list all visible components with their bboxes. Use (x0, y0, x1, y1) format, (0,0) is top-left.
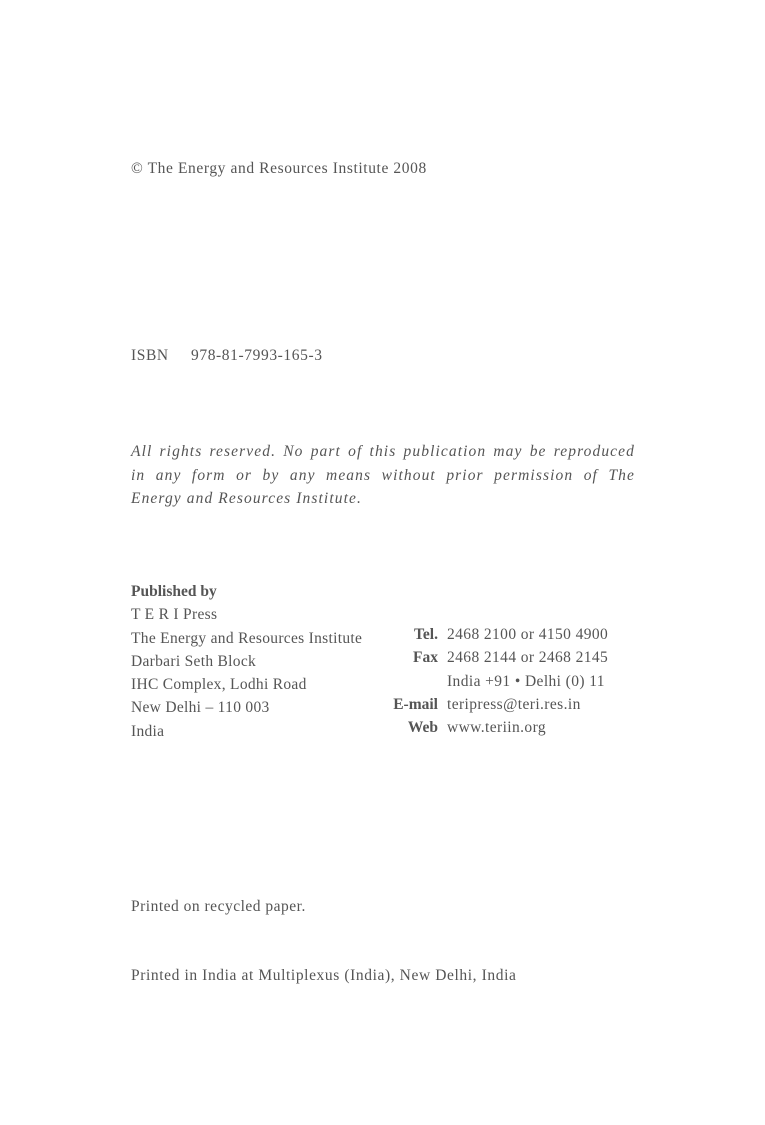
rights-line: in any form or by any means without prior permission of The (131, 466, 635, 484)
fax-label: Fax (413, 649, 438, 667)
dialing-code-value: India +91 • Delhi (0) 11 (447, 672, 605, 690)
fax-value: 2468 2144 or 2468 2145 (447, 649, 609, 667)
email-label: E-mail (393, 695, 438, 713)
address-line: IHC Complex, Lodhi Road (131, 676, 307, 694)
tel-label: Tel. (414, 626, 438, 643)
address-line: The Energy and Resources Institute (131, 629, 363, 647)
printer-note: Printed in India at Multiplexus (India), New Delhi, India (131, 967, 517, 984)
dialing-code-label (370, 670, 447, 693)
rights-line: All rights reserved. No part of this publication may be reproduced (131, 443, 635, 460)
tel-value: 2468 2100 or 4150 4900 (447, 626, 609, 643)
address-line: India (131, 722, 165, 740)
published-by-heading: Published by (131, 583, 217, 600)
publisher-address (131, 580, 362, 743)
contact-row-tel (370, 623, 608, 646)
web-value: www.teriin.org (447, 719, 547, 737)
address-line: T E R I Press (131, 606, 218, 624)
address-line: New Delhi – 110 003 (131, 699, 270, 717)
contact-details (370, 623, 608, 739)
isbn-label: ISBN (131, 347, 169, 364)
contact-row-fax (370, 646, 608, 669)
isbn-number: 978-81-7993-165-3 (191, 347, 323, 364)
web-label: Web (407, 719, 438, 737)
isbn-line (131, 347, 323, 365)
contact-row-dialing-code (370, 670, 608, 693)
rights-line: Energy and Resources Institute. (131, 490, 362, 507)
recycled-paper-note: Printed on recycled paper. (131, 898, 306, 915)
copyright-notice: © The Energy and Resources Institute 2008 (131, 160, 427, 177)
email-value: teripress@teri.res.in (447, 695, 581, 713)
contact-row-web (370, 716, 608, 739)
rights-statement (131, 440, 635, 511)
contact-row-email (370, 693, 608, 716)
address-line: Darbari Seth Block (131, 652, 257, 670)
